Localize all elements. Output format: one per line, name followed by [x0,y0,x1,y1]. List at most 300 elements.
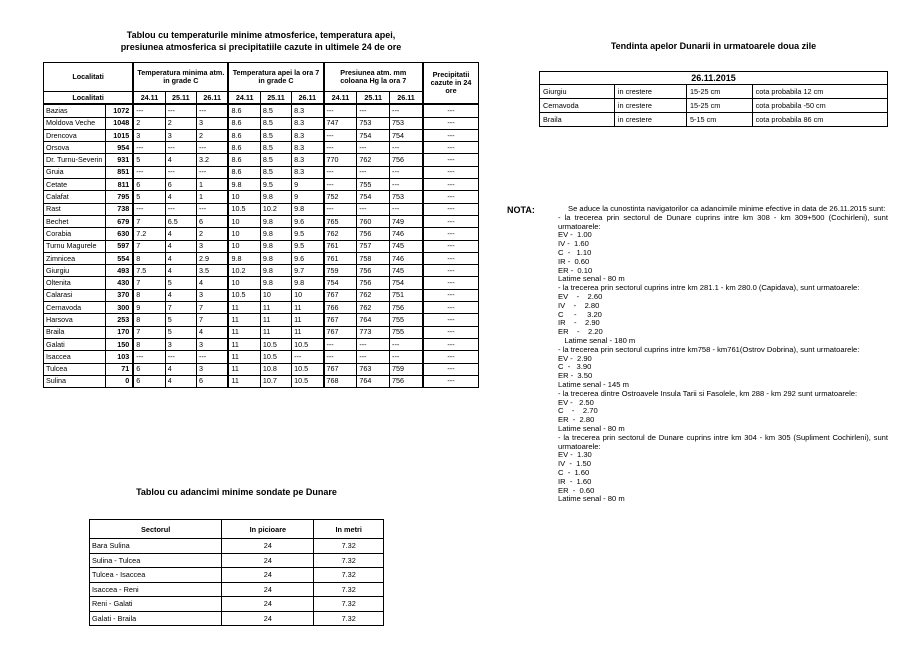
value-cell: 8.6 [228,142,260,154]
station-name: Orsova [44,142,106,154]
value-cell: 754 [357,129,390,141]
precip-cell: --- [423,104,479,117]
table-row [44,154,479,166]
table-row [44,363,479,375]
depth-cell: Galati - Braila [90,611,222,626]
value-cell: 11 [260,302,291,314]
value-cell: 755 [390,314,423,326]
value-cell: 768 [324,375,357,387]
value-cell: 765 [324,215,357,227]
nota-line: ER - 3.50 [558,371,593,381]
station-name: Calarasi [44,289,106,301]
header-temp-min: Temperatura minima atm. in grade C [133,63,228,92]
value-cell: 7 [133,240,165,252]
precip-cell: --- [423,326,479,338]
value-cell: 8 [133,338,165,350]
value-cell: 9.8 [260,228,291,240]
value-cell: 746 [390,252,423,264]
nota-line: EV - 1.30 [558,450,592,460]
precip-cell: --- [423,351,479,363]
value-cell: --- [196,142,228,154]
table-row [44,240,479,252]
station-km: 103 [106,351,133,363]
value-cell: 11 [228,338,260,350]
value-cell: 8.3 [292,154,324,166]
depth-header-picioare: In picioare [222,520,314,539]
weather-table [43,62,479,388]
depth-cell: 24 [222,568,314,583]
value-cell: 9.8 [260,277,291,289]
precip-cell: --- [423,129,479,141]
station-name: Calafat [44,191,106,203]
depth-row [90,611,384,626]
nota-line: C - 3.20 [558,309,602,319]
station-name: Moldova Veche [44,117,106,129]
value-cell: 760 [357,215,390,227]
station-km: 300 [106,302,133,314]
nota-line: Latime senal - 80 m [558,274,625,284]
table-row [44,265,479,277]
table-row [44,252,479,264]
depth-title: Tablou cu adancimi minime sondate pe Dunare [136,487,337,497]
value-cell: 9.8 [292,277,324,289]
nota-line: C - 1.60 [558,467,590,477]
nota-line: EV - 2.90 [558,353,592,363]
main-title [43,29,479,53]
trend-cell: 15-25 cm [686,85,752,99]
nota-line: IV - 2.80 [558,300,600,310]
nota-line: ER - 0.60 [558,485,595,495]
value-cell: 767 [324,326,357,338]
depth-cell: 24 [222,553,314,568]
value-cell: 9.8 [292,203,324,215]
depth-cell: 7.32 [314,553,384,568]
precip-cell: --- [423,154,479,166]
header-presiune: Presiunea atm. mm coloana Hg la ora 7 [324,63,423,92]
value-cell: 753 [357,117,390,129]
value-cell: 11 [228,351,260,363]
trend-date: 26.11.2015 [540,72,888,85]
value-cell: --- [165,166,196,178]
value-cell: 9.5 [260,179,291,191]
station-name: Oltenita [44,277,106,289]
value-cell: 11 [228,326,260,338]
station-name: Isaccea [44,351,106,363]
value-cell: --- [133,351,165,363]
value-cell: 7 [165,302,196,314]
value-cell: 8.3 [292,117,324,129]
value-cell: 10.8 [260,363,291,375]
value-cell: 4 [165,191,196,203]
nota-line: - la trecerea prin sectorul de Dunare cuprins intre km 308 - km 309+500 (Cochirleni), sunt urmatoarele: [558,212,888,231]
station-name: Tulcea [44,363,106,375]
value-cell: 767 [324,289,357,301]
value-cell: 6.5 [165,215,196,227]
station-km: 851 [106,166,133,178]
value-cell: 8 [133,252,165,264]
value-cell: 4 [165,363,196,375]
station-km: 554 [106,252,133,264]
value-cell: --- [324,203,357,215]
trend-row [540,113,888,127]
table-row [44,277,479,289]
value-cell: 10.5 [292,375,324,387]
nota-line: EV - 2.50 [558,397,594,407]
value-cell: --- [357,104,390,117]
value-cell: --- [357,351,390,363]
value-cell: 11 [292,314,324,326]
value-cell: 10 [228,215,260,227]
nota-line: EV - 2.60 [558,291,603,301]
value-cell: 2 [196,228,228,240]
value-cell: 763 [357,363,390,375]
value-cell: 9.6 [292,252,324,264]
value-cell: 3 [165,338,196,350]
precip-cell: --- [423,117,479,129]
table-row [44,179,479,191]
value-cell: 9.8 [228,252,260,264]
value-cell: 6 [133,179,165,191]
value-cell: 8.5 [260,117,291,129]
value-cell: 9.7 [292,265,324,277]
nota-line: C - 3.90 [558,362,592,372]
nota-line: C - 2.70 [558,406,598,416]
value-cell: 9 [292,191,324,203]
precip-cell: --- [423,302,479,314]
value-cell: --- [324,104,357,117]
depth-row [90,582,384,597]
station-km: 597 [106,240,133,252]
value-cell: 4 [196,277,228,289]
depth-cell: 7.32 [314,597,384,612]
value-cell: --- [165,104,196,117]
value-cell: 766 [324,302,357,314]
table-row [44,117,479,129]
trend-cell: in crestere [614,113,686,127]
value-cell: 764 [357,314,390,326]
value-cell: 10.7 [260,375,291,387]
value-cell: 3 [133,129,165,141]
value-cell: 756 [357,265,390,277]
value-cell: 756 [390,154,423,166]
nota-line: IR - 0.60 [558,256,590,266]
depth-table [89,519,384,626]
value-cell: 5 [165,326,196,338]
value-cell: 8 [133,314,165,326]
value-cell: --- [196,351,228,363]
value-cell: 10.5 [228,203,260,215]
value-cell: 747 [324,117,357,129]
value-cell: 762 [357,289,390,301]
header-localitati: Localitati [44,63,134,92]
value-cell: 5 [165,314,196,326]
value-cell: 8.5 [260,166,291,178]
value-cell: 10.5 [260,338,291,350]
nota-line: ER - 2.20 [558,327,603,337]
station-name: Cernavoda [44,302,106,314]
value-cell: --- [324,129,357,141]
nota-line: Latime senal - 80 m [558,423,625,433]
trend-table [539,71,888,127]
value-cell: --- [390,166,423,178]
value-cell: 6 [196,215,228,227]
table-row [44,215,479,227]
value-cell: 3 [196,117,228,129]
value-cell: 755 [390,326,423,338]
value-cell: 10 [228,191,260,203]
value-cell: 749 [390,215,423,227]
date-cell: 24.11 [228,92,260,105]
value-cell: 8.3 [292,104,324,117]
station-name: Zimnicea [44,252,106,264]
value-cell: 9.8 [260,265,291,277]
nota-line: Latime senal - 145 m [558,379,629,389]
value-cell: 751 [390,289,423,301]
value-cell: 754 [390,129,423,141]
value-cell: 8.5 [260,104,291,117]
value-cell: 9.6 [292,215,324,227]
value-cell: 761 [324,252,357,264]
nota-line: IV - 1.60 [558,239,589,249]
table-row [44,142,479,154]
value-cell: 7 [196,302,228,314]
depth-row [90,568,384,583]
station-name: Sulina [44,375,106,387]
nota-line: ER - 2.80 [558,415,595,425]
precip-cell: --- [423,289,479,301]
value-cell: 2 [133,117,165,129]
value-cell: --- [165,203,196,215]
date-cell: 25.11 [165,92,196,105]
nota-label: NOTA: [507,205,535,215]
station-km: 931 [106,154,133,166]
station-km: 253 [106,314,133,326]
station-km: 150 [106,338,133,350]
value-cell: 11 [228,302,260,314]
table-row [44,166,479,178]
value-cell: 8.6 [228,129,260,141]
value-cell: --- [390,104,423,117]
value-cell: 759 [324,265,357,277]
station-km: 493 [106,265,133,277]
value-cell: 4 [165,154,196,166]
value-cell: --- [165,351,196,363]
station-name: Drencova [44,129,106,141]
table-row [44,228,479,240]
value-cell: --- [133,166,165,178]
value-cell: 758 [357,252,390,264]
depth-cell: Reni - Galati [90,597,222,612]
nota-line: IR - 2.90 [558,318,600,328]
value-cell: --- [357,166,390,178]
value-cell: 756 [390,375,423,387]
station-km: 0 [106,375,133,387]
value-cell: 756 [357,228,390,240]
trend-row [540,99,888,113]
value-cell: --- [357,203,390,215]
value-cell: 4 [165,252,196,264]
precip-cell: --- [423,142,479,154]
station-name: Bazias [44,104,106,117]
value-cell: --- [133,142,165,154]
value-cell: 8.6 [228,154,260,166]
precip-cell: --- [423,203,479,215]
precip-cell: --- [423,265,479,277]
value-cell: 9 [133,302,165,314]
value-cell: 755 [357,179,390,191]
trend-cell: cota probabila 12 cm [752,85,887,99]
station-name: Braila [44,326,106,338]
value-cell: 11 [228,314,260,326]
nota-line: Latime senal - 80 m [558,494,625,504]
value-cell: --- [324,142,357,154]
station-km: 679 [106,215,133,227]
station-km: 1015 [106,129,133,141]
value-cell: 9.5 [292,240,324,252]
value-cell: --- [196,104,228,117]
value-cell: 746 [390,228,423,240]
value-cell: 762 [357,302,390,314]
value-cell: 6 [165,179,196,191]
value-cell: 752 [324,191,357,203]
precip-cell: --- [423,277,479,289]
table-row [44,314,479,326]
station-name: Giurgiu [44,265,106,277]
value-cell: 8.6 [228,117,260,129]
table-row [44,375,479,387]
station-km: 630 [106,228,133,240]
trend-cell: in crestere [614,85,686,99]
value-cell: --- [324,166,357,178]
trend-row [540,85,888,99]
date-cell: 25.11 [357,92,390,105]
station-name: Rast [44,203,106,215]
table-row [44,351,479,363]
trend-cell: Braila [540,113,615,127]
value-cell: 8.5 [260,142,291,154]
nota-line: - la trecerea prin sectorul cuprins intre km758 - km761(Ostrov Dobrina), sunt urmatoarele: [558,344,860,354]
value-cell: 753 [390,191,423,203]
depth-row [90,597,384,612]
nota-line: C - 1.10 [558,247,592,257]
station-km: 811 [106,179,133,191]
value-cell: --- [324,179,357,191]
value-cell: 11 [228,363,260,375]
precip-cell: --- [423,252,479,264]
depth-cell: Tulcea - Isaccea [90,568,222,583]
station-name: Corabia [44,228,106,240]
nota-line: - la trecerea dintre Ostroavele Insula Tarii si Fasolele, km 288 - km 292 sunt urmatoarele: [558,388,858,398]
value-cell: 4 [165,289,196,301]
table-row [44,191,479,203]
value-cell: 4 [165,228,196,240]
value-cell: 10.5 [260,351,291,363]
value-cell: 9 [292,179,324,191]
date-cell: 25.11 [260,92,291,105]
main-title-line1: Tablou cu temperaturile minime atmosferice, temperatura apei, [126,30,396,40]
precip-cell: --- [423,166,479,178]
station-km: 954 [106,142,133,154]
nota-intro: Se aduce la cunostinta navigatorilor ca adancimile minime efective in data de 26.11.2015 sunt: [568,204,886,213]
value-cell: 9.8 [260,240,291,252]
value-cell: 2 [196,129,228,141]
nota-line: ER - 0.10 [558,265,593,275]
value-cell: 745 [390,240,423,252]
value-cell: 6 [133,375,165,387]
depth-cell: 24 [222,611,314,626]
table-row [44,289,479,301]
value-cell: --- [133,203,165,215]
value-cell: 3.5 [196,265,228,277]
value-cell: 759 [390,363,423,375]
value-cell: 9.8 [260,252,291,264]
value-cell: 1 [196,179,228,191]
value-cell: 3.2 [196,154,228,166]
value-cell: 4 [196,326,228,338]
value-cell: 6 [133,363,165,375]
value-cell: --- [196,203,228,215]
value-cell: 762 [324,228,357,240]
table-row [44,203,479,215]
trend-cell: Giurgiu [540,85,615,99]
nota-line: - la trecerea prin sectorul cuprins intre km 281.1 - km 280.0 (Capidava), sunt urmatoarele: [558,283,860,293]
value-cell: 754 [357,191,390,203]
value-cell: 11 [292,302,324,314]
value-cell: 4 [165,375,196,387]
value-cell: 754 [324,277,357,289]
value-cell: 11 [292,326,324,338]
table-row [44,104,479,117]
value-cell: --- [390,142,423,154]
main-title-line2: presiunea atmosferica si precipitatiile cazute in ultimele 24 de ore [120,42,402,52]
value-cell: 10.2 [260,203,291,215]
value-cell: 7.5 [133,265,165,277]
value-cell: 745 [390,265,423,277]
nota-line: - la trecerea prin sectorul de Dunare cuprins intre km 304 - km 305 (Supliment Cochirleni), sunt urmatoarele: [558,432,888,451]
table-row [44,338,479,350]
value-cell: 1 [196,191,228,203]
value-cell: --- [133,104,165,117]
value-cell: 7 [133,277,165,289]
value-cell: --- [196,166,228,178]
depth-cell: 7.32 [314,611,384,626]
value-cell: 5 [133,191,165,203]
value-cell: 7 [196,314,228,326]
trend-cell: 15-25 cm [686,99,752,113]
subheader-localitati: Localitati [44,92,134,105]
depth-cell: 7.32 [314,582,384,597]
depth-cell: 7.32 [314,539,384,554]
value-cell: 761 [324,240,357,252]
precip-cell: --- [423,240,479,252]
trend-cell: in crestere [614,99,686,113]
depth-cell: Isaccea - Reni [90,582,222,597]
value-cell: --- [292,351,324,363]
trend-cell: cota probabila -50 cm [752,99,887,113]
value-cell: 756 [390,302,423,314]
precip-cell: --- [423,215,479,227]
station-km: 170 [106,326,133,338]
value-cell: 770 [324,154,357,166]
value-cell: 10.5 [228,289,260,301]
value-cell: 5 [165,277,196,289]
depth-row [90,539,384,554]
precip-cell: --- [423,375,479,387]
value-cell: --- [390,351,423,363]
value-cell: 8.6 [228,166,260,178]
station-km: 738 [106,203,133,215]
value-cell: 3 [196,289,228,301]
